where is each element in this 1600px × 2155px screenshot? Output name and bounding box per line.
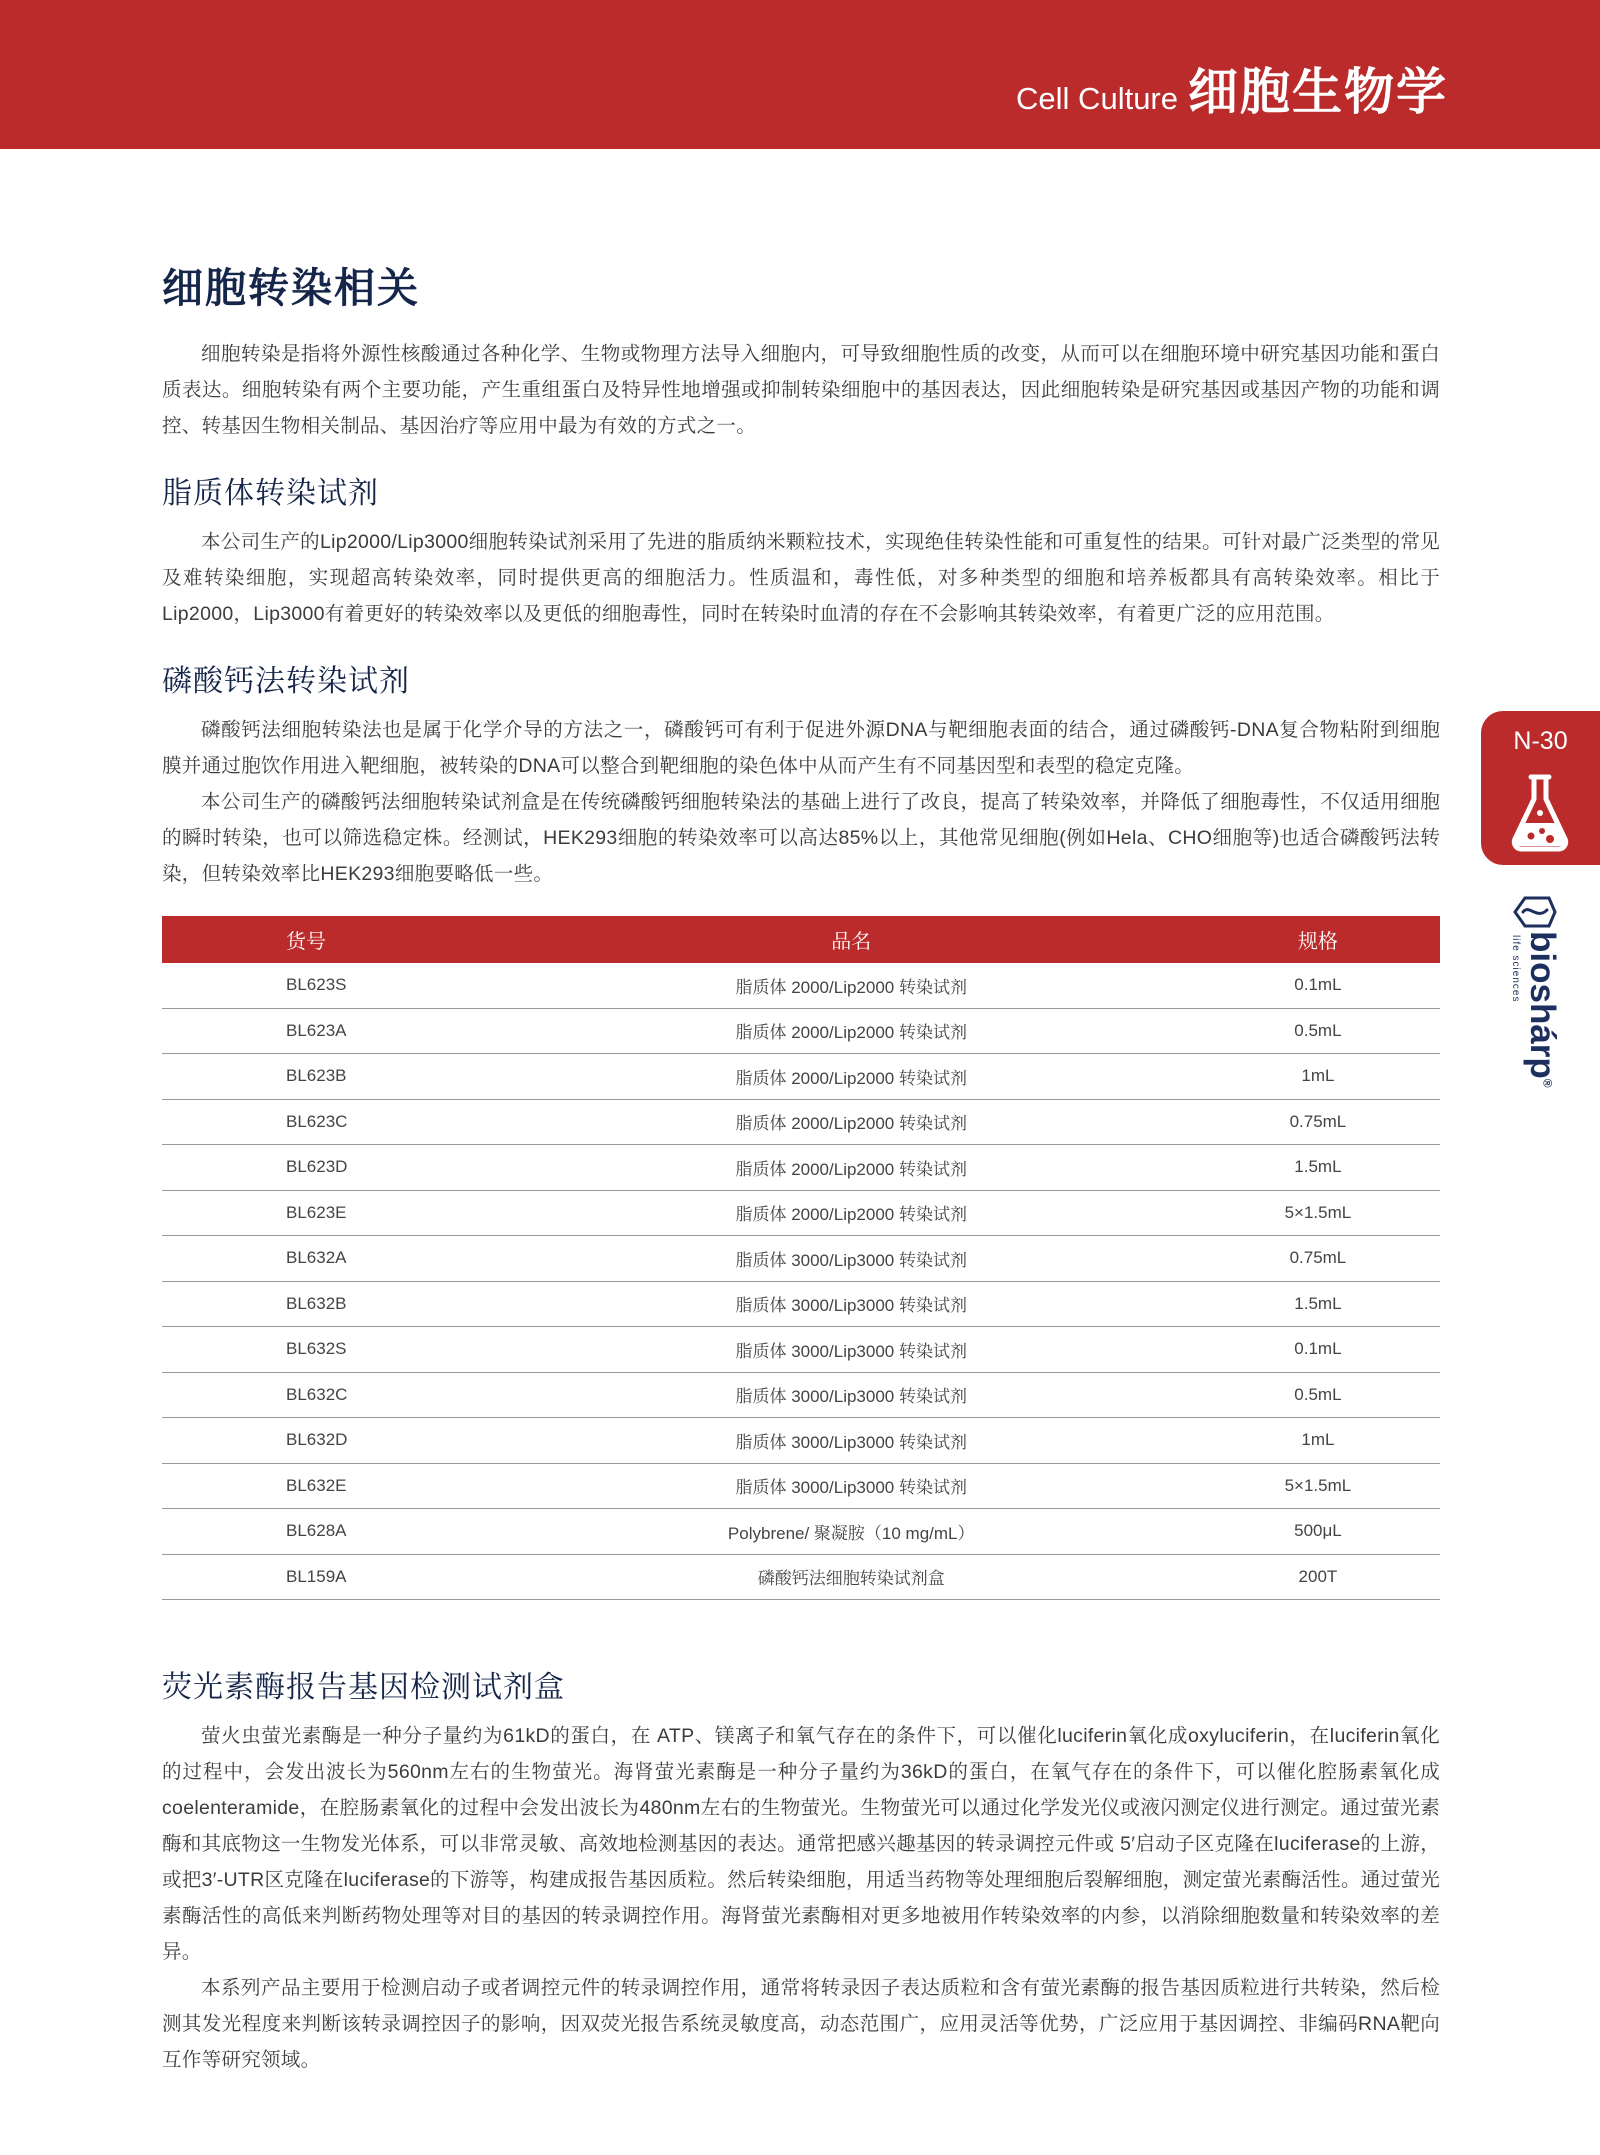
section-title-calcium: 磷酸钙法转染试剂 (162, 665, 410, 698)
table-row (162, 1509, 1440, 1555)
header-title-zh: 细胞生物学 (1188, 64, 1448, 120)
page-title: 细胞转染相关 (162, 265, 420, 311)
registered-mark: ® (1540, 1078, 1555, 1088)
cell-spec: 1mL (1196, 1054, 1440, 1100)
table-row (162, 1418, 1440, 1464)
cell-product-name: 脂质体 3000/Lip3000 转染试剂 (507, 1463, 1196, 1509)
cell-catalog-no: BL159A (162, 1554, 507, 1600)
cell-spec: 5×1.5mL (1196, 1190, 1440, 1236)
header-title-en: Cell Culture (1016, 81, 1178, 116)
table-row (162, 1463, 1440, 1509)
cell-product-name: 脂质体 3000/Lip3000 转染试剂 (507, 1327, 1196, 1373)
intro-paragraph: 细胞转染是指将外源性核酸通过各种化学、生物或物理方法导入细胞内，可导致细胞性质的改变，从而可以在细胞环境中研究基因功能和蛋白质表达。细胞转染有两个主要功能，产生重组蛋白及特异性地增强或抑制转染细胞中的基因表达，因此细胞转染是研究基因或基因产物的功能和调控、转基因生物相关制品、基因治疗等应用中最为有效的方式之一。 (162, 343, 1440, 437)
table-row (162, 1099, 1440, 1145)
cell-catalog-no: BL632C (162, 1372, 507, 1418)
section-text-luciferase-2: 本系列产品主要用于检测启动子或者调控元件的转录调控作用，通常将转录因子表达质粒和含有萤光素酶的报告基因质粒进行共转染，然后检测其发光程度来判断该转录调控因子的影响，因双荧光报告系统灵敏度高，动态范围广，应用灵活等优势，广泛应用于基因调控、非编码RNA靶向互作等研究领域。 (162, 1977, 1440, 2071)
cell-product-name: Polybrene/ 聚凝胺（10 mg/mL） (507, 1509, 1196, 1555)
cell-catalog-no: BL632D (162, 1418, 507, 1464)
header-title (1016, 52, 1448, 124)
section-text-calcium-1: 磷酸钙法细胞转染法也是属于化学介导的方法之一，磷酸钙可有利于促进外源DNA与靶细胞表面的结合，通过磷酸钙-DNA复合物粘附到细胞膜并通过胞饮作用进入靶细胞，被转染的DNA可以整合到靶细胞的染色体中从而产生有不同基因型和表型的稳定克隆。 (162, 719, 1440, 777)
section-title-luciferase: 荧光素酶报告基因检测试剂盒 (162, 1671, 565, 1704)
cell-product-name: 脂质体 2000/Lip2000 转染试剂 (507, 963, 1196, 1008)
table-header-row (162, 916, 1440, 963)
cell-product-name: 脂质体 2000/Lip2000 转染试剂 (507, 1190, 1196, 1236)
table-row (162, 1145, 1440, 1191)
cell-spec: 500μL (1196, 1509, 1440, 1555)
cell-product-name: 脂质体 2000/Lip2000 转染试剂 (507, 1008, 1196, 1054)
cell-product-name: 脂质体 3000/Lip3000 转染试剂 (507, 1236, 1196, 1282)
header-product-name: 品名 (507, 916, 1196, 963)
cell-spec: 0.1mL (1196, 1327, 1440, 1373)
cell-spec: 0.75mL (1196, 1236, 1440, 1282)
table-row (162, 1554, 1440, 1600)
cell-catalog-no: BL628A (162, 1509, 507, 1555)
table-row (162, 1236, 1440, 1282)
table-row (162, 1281, 1440, 1327)
cell-spec: 1.5mL (1196, 1145, 1440, 1191)
cell-catalog-no: BL623C (162, 1099, 507, 1145)
page-code: N-30 (1513, 727, 1568, 755)
cell-product-name: 脂质体 2000/Lip2000 转染试剂 (507, 1099, 1196, 1145)
cell-spec: 5×1.5mL (1196, 1463, 1440, 1509)
cell-product-name: 脂质体 3000/Lip3000 转染试剂 (507, 1281, 1196, 1327)
cell-catalog-no: BL632S (162, 1327, 507, 1373)
cell-catalog-no: BL623E (162, 1190, 507, 1236)
cell-spec: 1mL (1196, 1418, 1440, 1464)
table-row (162, 963, 1440, 1008)
section-title-lipo: 脂质体转染试剂 (162, 477, 379, 510)
table-row (162, 1372, 1440, 1418)
cell-spec: 0.75mL (1196, 1099, 1440, 1145)
brand-name: bioshárp® (1523, 931, 1562, 1088)
cell-spec: 0.5mL (1196, 1008, 1440, 1054)
cell-product-name: 磷酸钙法细胞转染试剂盒 (507, 1554, 1196, 1600)
cell-product-name: 脂质体 3000/Lip3000 转染试剂 (507, 1372, 1196, 1418)
cell-catalog-no: BL623B (162, 1054, 507, 1100)
bioshárp-logo-mark (1509, 895, 1559, 929)
cell-catalog-no: BL623A (162, 1008, 507, 1054)
section-text-luciferase-1: 萤火虫萤光素酶是一种分子量约为61kD的蛋白，在 ATP、镁离子和氧气存在的条件下，可以催化luciferin氧化成oxyluciferin，在luciferin氧化的过程中，会发出波长为560nm左右的生物萤光。海肾萤光素酶是一种分子量约为36kD的蛋白，在氧气存在的条件下，可以催化腔肠素氧化成coelenteramide，在腔肠素氧化的过程中会发出波长为480nm左右的生物萤光。生物萤光可以通过化学发光仪或液闪测定仪进行测定。通过萤光素酶和其底物这一生物发光体系，可以非常灵敏、高效地检测基因的表达。通常把感兴趣基因的转录调控元件或 5′启动子区克隆在luciferase的上游，或把3′-UTR区克隆在luciferase的下游等，构建成报告基因质粒。然后转染细胞，用适当药物等处理细胞后裂解细胞，测定萤光素酶活性。通过萤光素酶活性的高低来判断药物处理等对目的基因的转录调控作用。海肾萤光素酶相对更多地被用作转染效率的内参，以消除细胞数量和转染效率的差异。 (162, 1725, 1440, 1963)
header-spec: 规格 (1196, 916, 1440, 963)
side-page-tab (1481, 711, 1600, 865)
cell-catalog-no: BL632B (162, 1281, 507, 1327)
cell-spec: 200T (1196, 1554, 1440, 1600)
cell-spec: 1.5mL (1196, 1281, 1440, 1327)
page-header (0, 0, 1600, 149)
section-text-lipo: 本公司生产的Lip2000/Lip3000细胞转染试剂采用了先进的脂质纳米颗粒技术，实现绝佳转染性能和可重复性的结果。可针对最广泛类型的常见及难转染细胞，实现超高转染效率，同时提供更高的细胞活力。性质温和，毒性低，对多种类型的细胞和培养板都具有高转染效率。相比于Lip2000，Lip3000有着更好的转染效率以及更低的细胞毒性，同时在转染时血清的存在不会影响其转染效率，有着更广泛的应用范围。 (162, 531, 1440, 625)
main-content (162, 255, 1440, 2078)
cell-catalog-no: BL623D (162, 1145, 507, 1191)
product-table (162, 916, 1440, 1600)
table-row (162, 1008, 1440, 1054)
table-row (162, 1327, 1440, 1373)
table-row (162, 1190, 1440, 1236)
cell-product-name: 脂质体 2000/Lip2000 转染试剂 (507, 1145, 1196, 1191)
cell-product-name: 脂质体 2000/Lip2000 转染试剂 (507, 1054, 1196, 1100)
brand-logo (1505, 895, 1569, 1088)
cell-spec: 0.1mL (1196, 963, 1440, 1008)
cell-catalog-no: BL632E (162, 1463, 507, 1509)
cell-spec: 0.5mL (1196, 1372, 1440, 1418)
brand-tagline: life sciences (1510, 935, 1521, 1003)
section-text-calcium-2: 本公司生产的磷酸钙法细胞转染试剂盒是在传统磷酸钙细胞转染法的基础上进行了改良，提高了转染效率，并降低了细胞毒性，不仅适用细胞的瞬时转染，也可以筛选稳定株。经测试，HEK293细胞的转染效率可以高达85%以上，其他常见细胞(例如Hela、CHO细胞等)也适合磷酸钙法转染，但转染效率比HEK293细胞要略低一些。 (162, 791, 1440, 885)
cell-catalog-no: BL623S (162, 963, 507, 1008)
cell-product-name: 脂质体 3000/Lip3000 转染试剂 (507, 1418, 1196, 1464)
table-row (162, 1054, 1440, 1100)
header-catalog-no: 货号 (162, 916, 507, 963)
flask-icon (1507, 773, 1573, 853)
cell-catalog-no: BL632A (162, 1236, 507, 1282)
